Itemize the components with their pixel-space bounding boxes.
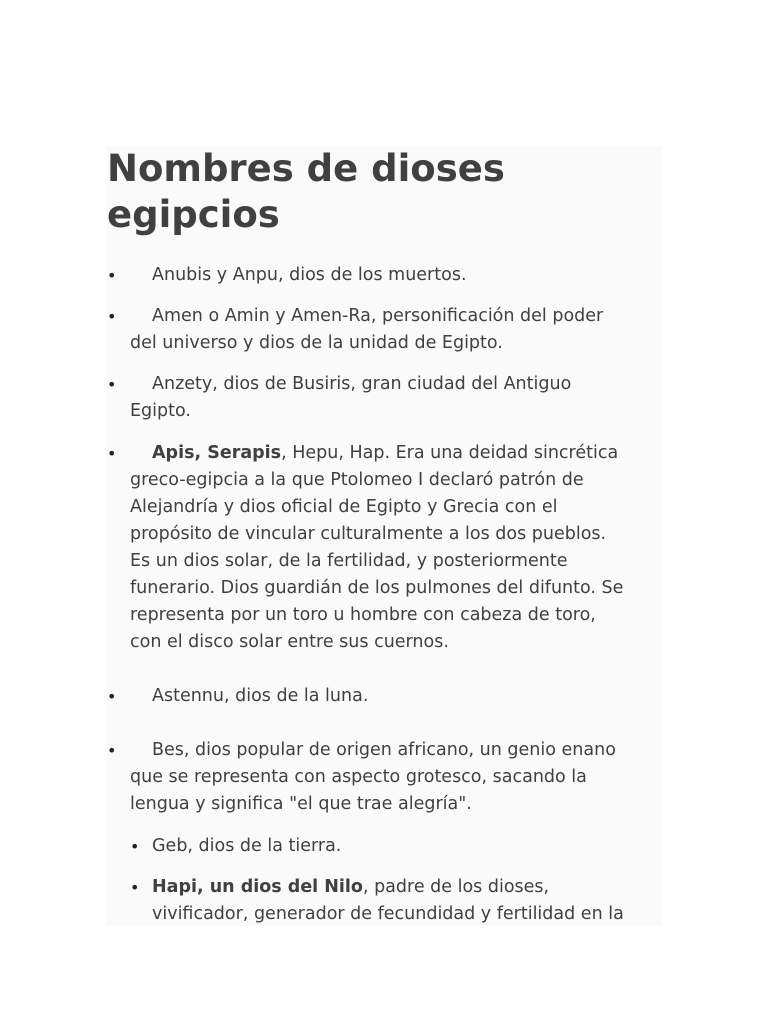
list-item-line: lengua y significa "el que trae alegría". (130, 794, 472, 814)
bold-term: Hapi, un dios del Nilo (152, 877, 363, 897)
list-item-line: Egipto. (130, 401, 191, 421)
list-item-line: del universo y dios de la unidad de Egipto. (130, 333, 503, 353)
list-item-line: Anzety, dios de Busiris, gran ciudad del Antiguo (152, 374, 572, 394)
list-item-astennu (107, 683, 661, 710)
list-item-text (107, 262, 661, 289)
list-item-line: Astennu, dios de la luna. (152, 686, 369, 706)
list-item-text (107, 303, 661, 357)
bullet-icon: • (130, 837, 140, 856)
bullet-icon: • (107, 375, 117, 394)
list-item-line: greco-egipcia a la que Ptolomeo I declaró patrón de (130, 470, 584, 490)
list-item-line: con el disco solar entre sus cuernos. (130, 632, 449, 652)
list-item-line: Alejandría y dios oficial de Egipto y Grecia con el (130, 497, 558, 517)
list-item-text (107, 683, 661, 710)
list-item-amen (107, 303, 661, 357)
bullet-icon: • (130, 878, 140, 897)
list-item-geb (107, 833, 661, 860)
list-item-text (107, 874, 661, 926)
list-item-anubis (107, 262, 661, 289)
list-item-anzety (107, 371, 661, 425)
title-line: Nombres de dioses (107, 147, 505, 190)
bullet-icon: • (107, 741, 117, 760)
list-item-hapi (107, 874, 661, 926)
list-item-bes (107, 737, 661, 818)
list-item-line: Bes, dios popular de origen africano, un genio enano (152, 740, 616, 760)
title-line: egipcios (107, 193, 280, 236)
list-item-apis (107, 440, 661, 656)
bullet-icon: • (107, 444, 117, 463)
list-item-line: funerario. Dios guardián de los pulmones del difunto. Se (130, 578, 624, 598)
list-item-line: Geb, dios de la tierra. (152, 836, 342, 856)
list-item-line: vivificador, generador de fecundidad y fertilidad en la (152, 904, 624, 924)
bullet-icon: • (107, 307, 117, 326)
list-item-line: Amen o Amin y Amen-Ra, personificación del poder (152, 306, 604, 326)
list-item-text (107, 833, 661, 860)
list-item-line: que se representa con aspecto grotesco, sacando la (130, 767, 587, 787)
list-item-text (107, 737, 661, 818)
list-item-text (107, 440, 661, 656)
list-item-line-rest: , padre de los dioses, (362, 877, 550, 897)
list-item-line (130, 440, 661, 467)
document-content (107, 146, 661, 926)
list-item-line: Anubis y Anpu, dios de los muertos. (152, 265, 467, 285)
list-item-line: representa por un toro u hombre con cabeza de toro, (130, 605, 596, 625)
bullet-icon: • (107, 687, 117, 706)
bold-term: Apis, Serapis (152, 443, 282, 463)
list-item-line: propósito de vincular culturalmente a los dos pueblos. (130, 524, 607, 544)
page-title (107, 146, 661, 238)
list-item-text (107, 371, 661, 425)
list-item-line (152, 874, 661, 901)
bullet-icon: • (107, 266, 117, 285)
list-item-line: Es un dios solar, de la fertilidad, y posteriormente (130, 551, 568, 571)
list-item-line-rest: , Hepu, Hap. Era una deidad sincrética (281, 443, 619, 463)
